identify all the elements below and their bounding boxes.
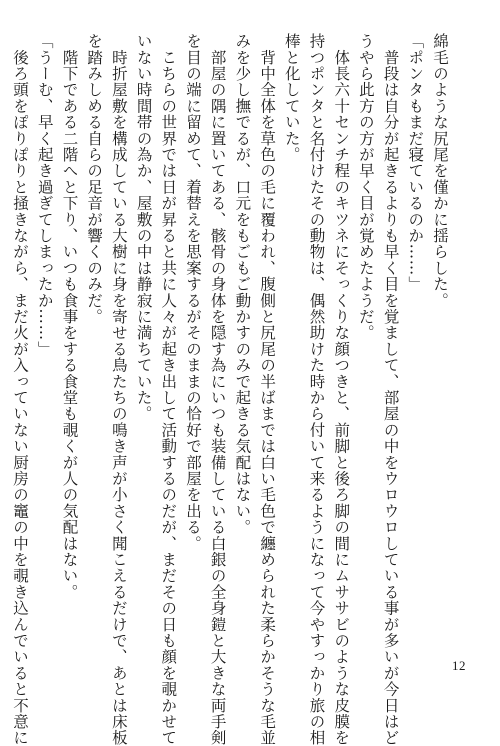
- text-line: 体長六十センチ程のキツネにそっくりな顔つきと、前脚と後ろ脚の間にムササビのような皮膜を: [332, 33, 351, 746]
- text-line: 持つポンタと名付けたその動物は、偶然助けた時から付いて来るようになって今やすっかり旅の相: [307, 33, 326, 746]
- text-line: 「うーむ、早く起き過ぎてしまったか……」: [35, 33, 54, 357]
- text-line: 普段は自分が起きるよりも早く目を覚まして、部屋の中をウロウロしている事が多いが今日はど: [381, 33, 400, 746]
- text-line: うやら此方の方が早く目が覚めたようだ。: [356, 33, 375, 341]
- text-line: いない時間帯の為か、屋敷の中は静寂に満ちていた。: [134, 33, 153, 422]
- text-line: 棒と化していた。: [282, 33, 301, 163]
- text-line: みを少し撫でるが、口元をもごもご動かすのみで起きる気配はない。: [233, 33, 252, 536]
- text-line: 階下である二階へと下り、いつも食事をする食堂も覗くが人の気配はない。: [60, 33, 79, 600]
- text-line: 後ろ頭をぽりぽりと掻きながら、まだ火が入っていない厨房の竈の中を覗き込んでいると不意に: [11, 33, 30, 746]
- text-line: 部屋の隅に置いてある、骸骨の身体を隠す為にいつも装備している白銀の全身鎧と大きな両手剣: [208, 33, 227, 746]
- text-line: を踏みしめる自らの足音が響くのみだ。: [85, 33, 104, 325]
- body-text: [7, 33, 452, 746]
- text-line: 背中全体を草色の毛に覆われ、腹側と尻尾の半ばまでは白い毛色で纏められた柔らかそうな毛並: [258, 33, 277, 746]
- page-number: 12: [452, 658, 466, 673]
- text-line: を目の端に留めて、着替えを思案するがそのままの恰好で部屋を出る。: [183, 33, 202, 552]
- text-line: こちらの世界では日が昇ると共に人々が起き出して活動するのだが、まだその日も顔を覗かせて: [159, 33, 178, 746]
- text-line: 綿毛のような尻尾を僅かに揺らした。: [431, 33, 449, 309]
- text-line: 時折屋敷を構成している大樹に身を寄せる鳥たちの鳴き声が小さく聞こえるだけで、あとは床板: [109, 33, 128, 746]
- text-line: 「ポンタもまだ寝ているのか……」: [406, 33, 425, 293]
